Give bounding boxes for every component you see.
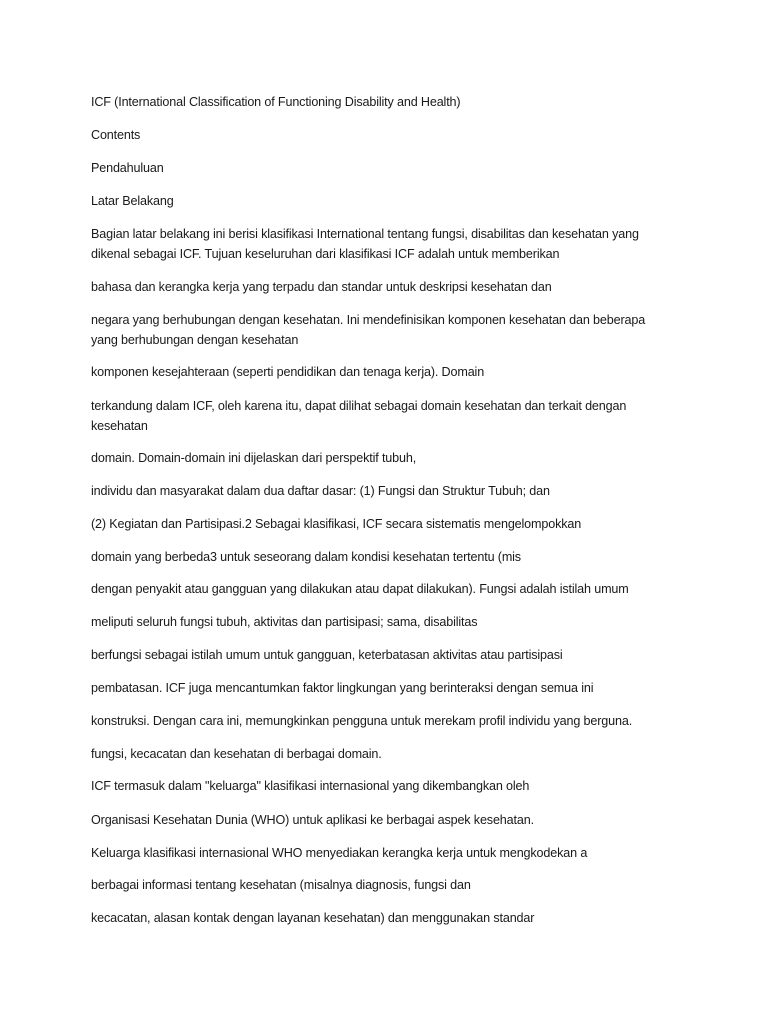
paragraph-line: Organisasi Kesehatan Dunia (WHO) untuk aplikasi ke berbagai aspek kesehatan. [91, 813, 534, 827]
paragraph-line: terkandung dalam ICF, oleh karena itu, dapat dilihat sebagai domain kesehatan dan terkait dengan kesehatan [91, 399, 627, 433]
paragraph-line: fungsi, kecacatan dan kesehatan di berbagai domain. [91, 747, 382, 761]
paragraph-line: kecacatan, alasan kontak dengan layanan kesehatan) dan menggunakan standar [91, 911, 535, 925]
paragraph-line: pembatasan. ICF juga mencantumkan faktor lingkungan yang berinteraksi dengan semua ini [91, 681, 594, 695]
paragraph-line: komponen kesejahteraan (seperti pendidikan dan tenaga kerja). Domain [91, 365, 485, 379]
paragraph-line: Keluarga klasifikasi internasional WHO menyediakan kerangka kerja untuk mengkodekan a [91, 846, 588, 860]
heading-latar-belakang: Latar Belakang [91, 194, 174, 208]
paragraph-line: domain. Domain-domain ini dijelaskan dari perspektif tubuh, [91, 451, 417, 465]
paragraph-line: individu dan masyarakat dalam dua daftar dasar: (1) Fungsi dan Struktur Tubuh; dan [91, 484, 550, 498]
paragraph-line: Bagian latar belakang ini berisi klasifikasi International tentang fungsi, disabilitas dan kesehatan yang dikenal sebagai ICF. Tujuan keseluruhan dari klasifikasi ICF adalah untuk memberikan [91, 227, 639, 261]
paragraph-line: konstruksi. Dengan cara ini, memungkinkan pengguna untuk merekam profil individu yang berguna. [91, 714, 633, 728]
heading-contents: Contents [91, 128, 141, 142]
paragraph-line: negara yang berhubungan dengan kesehatan. Ini mendefinisikan komponen kesehatan dan beberapa yang berhubungan dengan kesehatan [91, 313, 646, 347]
paragraph-line: ICF termasuk dalam "keluarga" klasifikasi internasional yang dikembangkan oleh [91, 779, 530, 793]
document-title: ICF (International Classification of Functioning Disability and Health) [91, 95, 461, 109]
paragraph-line: berbagai informasi tentang kesehatan (misalnya diagnosis, fungsi dan [91, 878, 471, 892]
heading-pendahuluan: Pendahuluan [91, 161, 164, 175]
paragraph-line: berfungsi sebagai istilah umum untuk gangguan, keterbatasan aktivitas atau partisipasi [91, 648, 563, 662]
paragraph-line: dengan penyakit atau gangguan yang dilakukan atau dapat dilakukan). Fungsi adalah istilah umum [91, 582, 629, 596]
paragraph-line: meliputi seluruh fungsi tubuh, aktivitas dan partisipasi; sama, disabilitas [91, 615, 478, 629]
paragraph-line: domain yang berbeda3 untuk seseorang dalam kondisi kesehatan tertentu (mis [91, 550, 521, 564]
paragraph-line: (2) Kegiatan dan Partisipasi.2 Sebagai klasifikasi, ICF secara sistematis mengelompokkan [91, 517, 582, 531]
paragraph-line: bahasa dan kerangka kerja yang terpadu dan standar untuk deskripsi kesehatan dan [91, 280, 552, 294]
